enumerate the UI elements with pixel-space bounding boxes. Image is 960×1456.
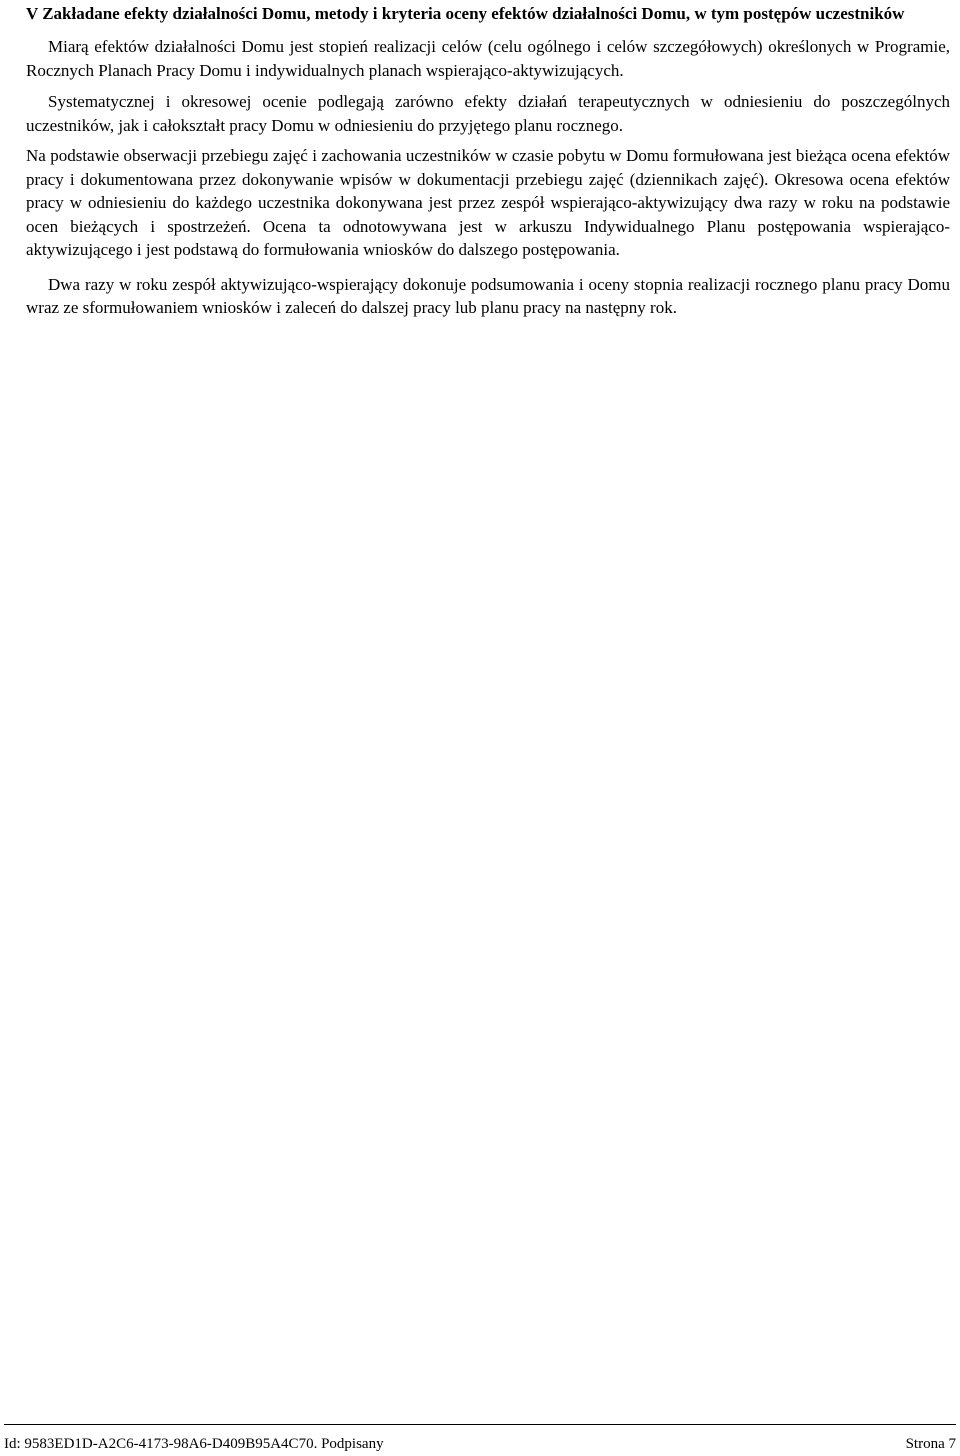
document-id: Id: 9583ED1D-A2C6-4173-98A6-D409B95A4C70. Podpisany xyxy=(4,1436,384,1452)
document-body xyxy=(26,0,950,320)
paragraph-systematic-evaluation: Systematycznej i okresowej ocenie podlegają zarówno efekty działań terapeutycznych w odniesieniu do poszczególnych uczestników, jak i całokształt pracy Domu w odniesieniu do przyjętego planu rocznego. xyxy=(26,92,950,135)
page-footer xyxy=(4,1424,956,1453)
section-heading: V Zakładane efekty działalności Domu, metody i kryteria oceny efektów działalności Domu, w tym postępów uczestników xyxy=(26,4,905,23)
paragraph-effects-measure: Miarą efektów działalności Domu jest stopień realizacji celów (celu ogólnego i celów szczegółowych) określonych w Programie, Rocznych Planach Pracy Domu i indywidualnych planach wspierająco-aktywizujących. xyxy=(26,37,950,80)
paragraph-annual-summary: Dwa razy w roku zespół aktywizująco-wspierający dokonuje podsumowania i oceny stopnia realizacji rocznego planu pracy Domu wraz ze sformułowaniem wniosków i zaleceń do dalszej pracy lub planu pracy na następny rok. xyxy=(26,274,950,317)
paragraph-observation-assessment: Na podstawie obserwacji przebiegu zajęć i zachowania uczestników w czasie pobytu w Domu formułowana jest bieżąca ocena efektów pracy i dokumentowana przez dokonywanie wpisów w dokumentacji przebiegu zajęć (dziennikach zajęć). Okresowa ocena efektów pracy w odniesieniu do każdego uczestnika dokonywana jest przez zespół wspierająco-aktywizujący dwa razy w roku na podstawie ocen bieżących i spostrzeżeń. Ocena ta odnotowywana jest w arkuszu Indywidualnego Planu postępowania wspierająco-aktywizującego i jest podstawą do formułowania wniosków do dalszego postępowania. xyxy=(26,146,950,259)
page-number: Strona 7 xyxy=(905,1436,956,1452)
